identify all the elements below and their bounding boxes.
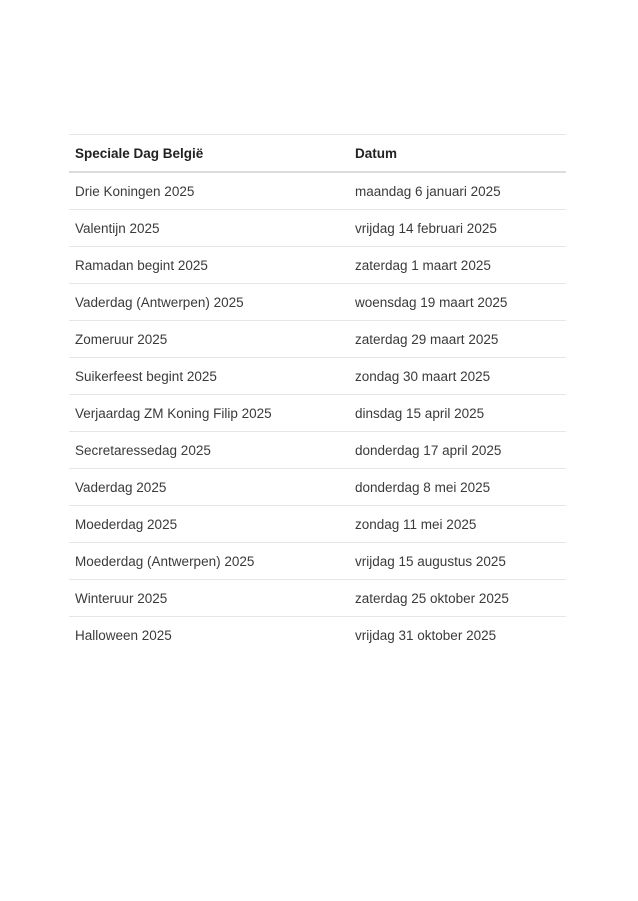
date-cell: donderdag 17 april 2025 (349, 432, 566, 469)
date-cell: donderdag 8 mei 2025 (349, 469, 566, 506)
header-special-day: Speciale Dag België (69, 135, 349, 173)
day-name-cell: Moederdag 2025 (69, 506, 349, 543)
table-row (69, 506, 566, 543)
table-row (69, 617, 566, 654)
table-row (69, 321, 566, 358)
table-row (69, 358, 566, 395)
date-cell: vrijdag 15 augustus 2025 (349, 543, 566, 580)
day-name-cell: Secretaressedag 2025 (69, 432, 349, 469)
table-row (69, 210, 566, 247)
header-row (69, 135, 566, 173)
day-name-cell: Vaderdag 2025 (69, 469, 349, 506)
table-row (69, 543, 566, 580)
date-cell: zaterdag 29 maart 2025 (349, 321, 566, 358)
table-row (69, 432, 566, 469)
date-cell: vrijdag 31 oktober 2025 (355, 627, 497, 643)
date-cell: dinsdag 15 april 2025 (349, 395, 566, 432)
table-row (69, 580, 566, 617)
table-header (69, 135, 566, 173)
day-name-cell: Verjaardag ZM Koning Filip 2025 (69, 395, 349, 432)
special-days-table (69, 134, 566, 653)
day-name-cell: Zomeruur 2025 (69, 321, 349, 358)
date-cell: zaterdag 25 oktober 2025 (349, 580, 566, 617)
table-body (69, 172, 566, 653)
date-cell: maandag 6 januari 2025 (349, 172, 566, 210)
day-name-cell: Winteruur 2025 (69, 580, 349, 617)
day-name-cell: Ramadan begint 2025 (69, 247, 349, 284)
table-row (69, 247, 566, 284)
day-name-cell: Valentijn 2025 (69, 210, 349, 247)
table-row (69, 172, 566, 210)
date-cell: zondag 11 mei 2025 (349, 506, 566, 543)
day-name-cell: Suikerfeest begint 2025 (69, 358, 349, 395)
table-row (69, 395, 566, 432)
date-cell: vrijdag 14 februari 2025 (349, 210, 566, 247)
day-name-cell: Vaderdag (Antwerpen) 2025 (69, 284, 349, 321)
date-cell: zaterdag 1 maart 2025 (349, 247, 566, 284)
table-row (69, 469, 566, 506)
day-name-cell: Moederdag (Antwerpen) 2025 (69, 543, 349, 580)
day-name-cell: Drie Koningen 2025 (69, 172, 349, 210)
date-cell: zondag 30 maart 2025 (349, 358, 566, 395)
special-days-page (69, 134, 566, 653)
table-row (69, 284, 566, 321)
header-date: Datum (349, 135, 566, 173)
day-name-cell: Halloween 2025 (75, 627, 172, 643)
date-cell: woensdag 19 maart 2025 (349, 284, 566, 321)
